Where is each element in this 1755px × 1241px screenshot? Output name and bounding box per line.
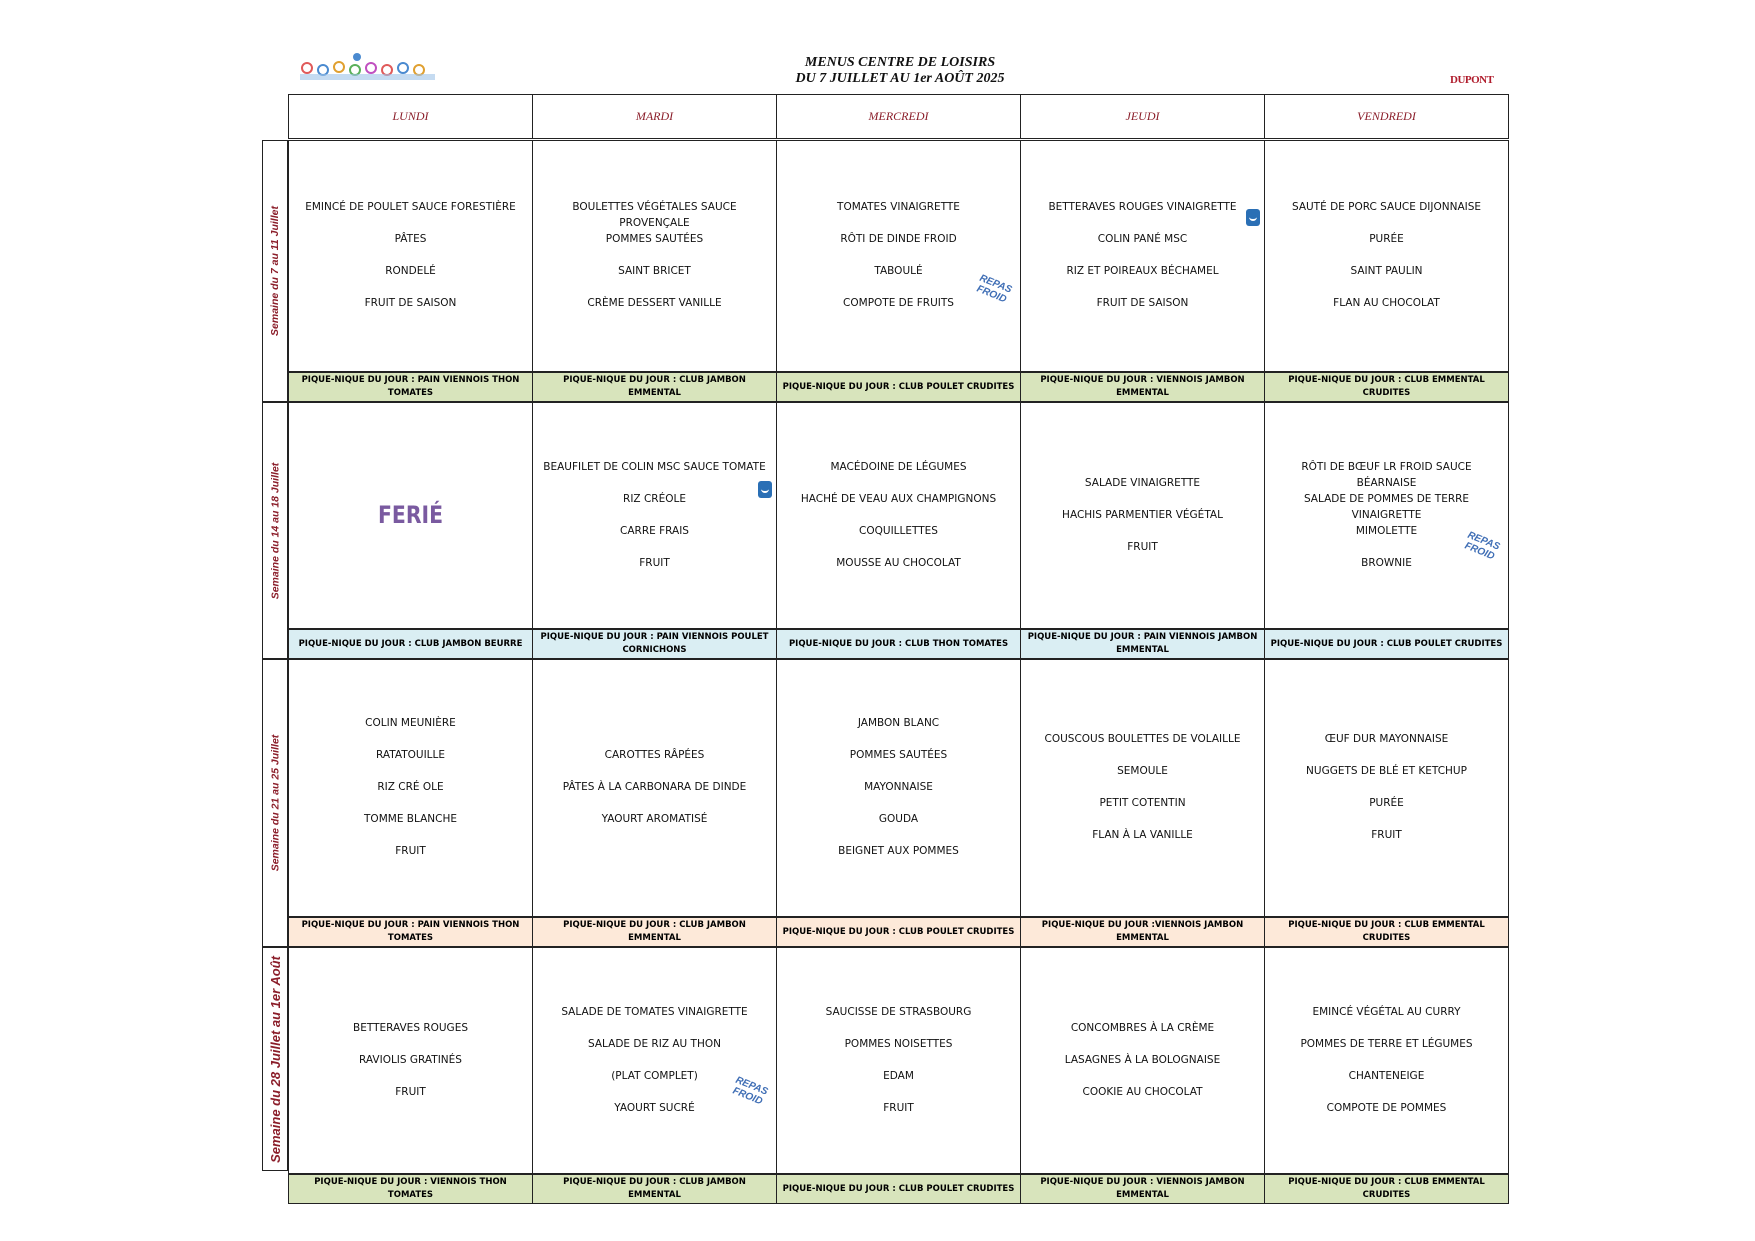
picnic-of-the-day: PIQUE-NIQUE DU JOUR : PAIN VIENNOIS THON TOMATES	[288, 372, 533, 402]
menu-item: RÔTI DE DINDE FROID	[840, 233, 957, 245]
picnic-of-the-day: PIQUE-NIQUE DU JOUR : PAIN VIENNOIS JAMBON EMMENTAL	[1020, 629, 1265, 659]
menu-item: RIZ ET POIREAUX BÉCHAMEL	[1066, 265, 1219, 277]
menu-item: TOMATES VINAIGRETTE	[837, 201, 960, 213]
day-header-3: MERCREDI	[776, 94, 1021, 139]
menu-item: FRUIT	[639, 556, 670, 569]
menu-cell	[776, 659, 1021, 917]
menu-cell	[1020, 947, 1265, 1174]
menu-item: LASAGNES À LA BOLOGNAISE	[1064, 1053, 1221, 1066]
menu-item: EDAM	[883, 1069, 914, 1082]
menu-item: SALADE DE RIZ AU THON	[588, 1037, 721, 1050]
msc-fish-label-icon	[758, 481, 772, 498]
menu-item: FRUIT DE SAISON	[1096, 297, 1189, 309]
menu-item: MOUSSE AU CHOCOLAT	[836, 556, 961, 569]
menu-cell	[532, 402, 777, 629]
menu-item: FLAN À LA VANILLE	[1092, 829, 1193, 841]
menu-item: PETIT COTENTIN	[1099, 797, 1186, 809]
picnic-of-the-day: PIQUE-NIQUE DU JOUR : CLUB THON TOMATES	[776, 629, 1021, 659]
picnic-of-the-day: PIQUE-NIQUE DU JOUR : CLUB POULET CRUDITES	[776, 917, 1021, 947]
menu-item: COMPOTE DE FRUITS	[843, 297, 954, 309]
menu-item: PÂTES À LA CARBONARA DE DINDE	[562, 781, 747, 793]
menu-item: FRUIT	[395, 845, 426, 857]
menu-cell	[1264, 947, 1509, 1174]
menu-item: CHANTENEIGE	[1348, 1069, 1425, 1082]
menu-item: RONDELÉ	[385, 265, 436, 277]
day-header-row	[262, 94, 1484, 140]
picnic-of-the-day: PIQUE-NIQUE DU JOUR : PAIN VIENNOIS THON TOMATES	[288, 917, 533, 947]
menu-item: RIZ CRÉOLE	[623, 492, 686, 505]
menu-item: SALADE DE POMMES DE TERRE VINAIGRETTE	[1303, 492, 1470, 521]
week-label-text: Semaine du 21 au 25 Juillet	[269, 734, 281, 872]
picnic-of-the-day: PIQUE-NIQUE DU JOUR : CLUB JAMBON EMMENTAL	[532, 372, 777, 402]
menu-item: BETTERAVES ROUGES VINAIGRETTE	[1048, 201, 1237, 213]
week-label	[262, 947, 288, 1171]
menu-item: RATATOUILLE	[376, 749, 445, 761]
picnic-of-the-day: PIQUE-NIQUE DU JOUR : CLUB JAMBON EMMENTAL	[532, 917, 777, 947]
menu-item: COOKIE AU CHOCOLAT	[1082, 1085, 1203, 1098]
menu-item: CARRE FRAIS	[620, 524, 689, 537]
picnic-of-the-day: PIQUE-NIQUE DU JOUR : CLUB POULET CRUDITES	[776, 1174, 1021, 1204]
menu-cell	[288, 140, 533, 372]
menu-item: RÔTI DE BŒUF LR FROID SAUCE BÉARNAISE	[1301, 460, 1472, 489]
week-label	[262, 402, 288, 659]
menu-cell	[288, 947, 533, 1174]
week-label-text: Semaine du 14 au 18 Juillet	[269, 462, 281, 599]
repas-froid-stamp: REPAS FROID	[1462, 529, 1502, 563]
menu-item: EMINCÉ DE POULET SAUCE FORESTIÈRE	[305, 201, 516, 213]
menu-item: SALADE DE TOMATES VINAIGRETTE	[561, 1005, 748, 1018]
picnic-of-the-day: PIQUE-NIQUE DU JOUR : CLUB EMMENTAL CRUDITES	[1264, 917, 1509, 947]
menu-item: SAUCISSE DE STRASBOURG	[825, 1005, 972, 1018]
menu-item: (PLAT COMPLET)	[611, 1069, 698, 1082]
menu-item: GOUDA	[878, 813, 919, 825]
dupont-logo-text: DUPONT	[1450, 74, 1494, 86]
menu-cell	[776, 947, 1021, 1174]
menu-cell	[532, 947, 777, 1174]
menu-cell	[1264, 140, 1509, 372]
page-title	[700, 55, 1100, 87]
menu-item: CRÈME DESSERT VANILLE	[587, 297, 722, 309]
menu-item: SAINT PAULIN	[1350, 265, 1423, 277]
menu-item: FRUIT	[395, 1085, 426, 1098]
menu-cell	[1264, 402, 1509, 629]
menu-item: YAOURT AROMATISÉ	[601, 813, 708, 825]
menu-item: MAYONNAISE	[864, 781, 933, 793]
week-label-text: Semaine du 28 Juillet au 1er Août	[267, 955, 283, 1163]
menu-item: BROWNIE	[1361, 556, 1412, 569]
title-line-2: DU 7 JUILLET AU 1er AOÛT 2025	[795, 71, 1005, 86]
menu-item: FLAN AU CHOCOLAT	[1333, 297, 1440, 309]
menu-item: CONCOMBRES À LA CRÈME	[1070, 1021, 1215, 1034]
menu-item: RAVIOLIS GRATINÉS	[359, 1053, 462, 1066]
menu-item: POMMES DE TERRE ET LÉGUMES	[1300, 1037, 1473, 1050]
menu-item: MACÉDOINE DE LÉGUMES	[830, 460, 967, 473]
day-header-4: JEUDI	[1020, 94, 1265, 139]
menu-cell	[1020, 659, 1265, 917]
week-label	[262, 659, 288, 947]
menu-item: COQUILLETTES	[859, 524, 938, 537]
day-header-2: MARDI	[532, 94, 777, 139]
menu-item: BEIGNET AUX POMMES	[838, 845, 959, 857]
menu-item: MIMOLETTE	[1355, 524, 1418, 537]
menu-item: BOULETTES VÉGÉTALES SAUCE PROVENÇALE	[572, 201, 737, 229]
menu-item: FRUIT DE SAISON	[364, 297, 457, 309]
menu-cell	[776, 140, 1021, 372]
menu-item: COLIN PANÉ MSC	[1097, 233, 1188, 245]
menu-item: FRUIT	[883, 1101, 914, 1114]
menu-item: JAMBON BLANC	[857, 717, 940, 729]
dupont-logo	[1450, 68, 1506, 92]
menu-item: POMMES NOISETTES	[844, 1037, 953, 1050]
menu-item: BEAUFILET DE COLIN MSC SAUCE TOMATE	[543, 460, 766, 473]
menu-item: PURÉE	[1369, 797, 1404, 809]
menu-cell	[1264, 659, 1509, 917]
picnic-of-the-day: PIQUE-NIQUE DU JOUR : CLUB EMMENTAL CRUDITES	[1264, 372, 1509, 402]
menu-cell	[1020, 140, 1265, 372]
ferie-label: FERIÉ	[377, 500, 444, 529]
menu-item: ŒUF DUR MAYONNAISE	[1324, 733, 1449, 745]
title-line-1: MENUS CENTRE DE LOISIRS	[804, 55, 996, 70]
menu-cell	[532, 659, 777, 917]
menu-item: HACHIS PARMENTIER VÉGÉTAL	[1062, 508, 1223, 521]
menu-cell	[776, 402, 1021, 629]
menu-cell	[288, 659, 533, 917]
menu-item: FRUIT	[1371, 829, 1402, 841]
menu-item: COMPOTE DE POMMES	[1326, 1101, 1447, 1114]
repas-froid-stamp: REPAS FROID	[730, 1074, 770, 1108]
picnic-of-the-day: PIQUE-NIQUE DU JOUR : CLUB POULET CRUDITES	[776, 372, 1021, 402]
menu-item: YAOURT SUCRÉ	[614, 1101, 695, 1114]
msc-fish-label-icon	[1246, 209, 1260, 226]
week-label	[262, 140, 288, 402]
menu-item: PÂTES	[394, 233, 427, 245]
menu-item: POMMES SAUTÉES	[849, 749, 948, 761]
menu-item: RIZ CRÉ OLE	[377, 781, 444, 793]
menu-item: EMINCÉ VÉGÉTAL AU CURRY	[1312, 1005, 1461, 1018]
day-header-5: VENDREDI	[1264, 94, 1509, 139]
menu-item: SAUTÉ DE PORC SAUCE DIJONNAISE	[1291, 201, 1482, 213]
menu-item: SAINT BRICET	[618, 265, 691, 277]
picnic-of-the-day: PIQUE-NIQUE DU JOUR : CLUB EMMENTAL CRUDITES	[1264, 1174, 1509, 1204]
menu-cell	[532, 140, 777, 372]
picnic-of-the-day: PIQUE-NIQUE DU JOUR : VIENNOIS JAMBON EMMENTAL	[1020, 372, 1265, 402]
week-label-text: Semaine du 7 au 11 Juillet	[269, 206, 281, 336]
picnic-of-the-day: PIQUE-NIQUE DU JOUR : CLUB JAMBON BEURRE	[288, 629, 533, 659]
picnic-of-the-day: PIQUE-NIQUE DU JOUR :VIENNOIS JAMBON EMMENTAL	[1020, 917, 1265, 947]
repas-froid-stamp: REPAS FROID	[974, 272, 1014, 306]
children-logo	[295, 52, 440, 86]
day-header-1: LUNDI	[288, 94, 533, 139]
picnic-of-the-day: PIQUE-NIQUE DU JOUR : VIENNOIS JAMBON EMMENTAL	[1020, 1174, 1265, 1204]
menu-item: CAROTTES RÂPÉES	[604, 749, 705, 761]
menu-item: PURÉE	[1369, 233, 1404, 245]
picnic-of-the-day: PIQUE-NIQUE DU JOUR : CLUB POULET CRUDITES	[1264, 629, 1509, 659]
menu-item: SEMOULE	[1117, 765, 1168, 777]
menu-item: TABOULÉ	[874, 265, 923, 277]
menu-item: SALADE VINAIGRETTE	[1084, 476, 1201, 489]
menu-item: HACHÉ DE VEAU AUX CHAMPIGNONS	[800, 492, 997, 505]
menu-cell	[1020, 402, 1265, 629]
menu-item: FRUIT	[1127, 540, 1158, 553]
menu-item: COLIN MEUNIÈRE	[365, 717, 456, 729]
menu-item: BETTERAVES ROUGES	[353, 1021, 468, 1034]
picnic-of-the-day: PIQUE-NIQUE DU JOUR : PAIN VIENNOIS POULET CORNICHONS	[532, 629, 777, 659]
menu-item: COUSCOUS BOULETTES DE VOLAILLE	[1044, 733, 1241, 745]
menu-cell	[288, 402, 533, 629]
menu-item: TOMME BLANCHE	[364, 813, 457, 825]
menu-item: POMMES SAUTÉES	[605, 233, 704, 245]
menu-item: NUGGETS DE BLÉ ET KETCHUP	[1306, 765, 1467, 777]
picnic-of-the-day: PIQUE-NIQUE DU JOUR : VIENNOIS THON TOMATES	[288, 1174, 533, 1204]
picnic-of-the-day: PIQUE-NIQUE DU JOUR : CLUB JAMBON EMMENTAL	[532, 1174, 777, 1204]
